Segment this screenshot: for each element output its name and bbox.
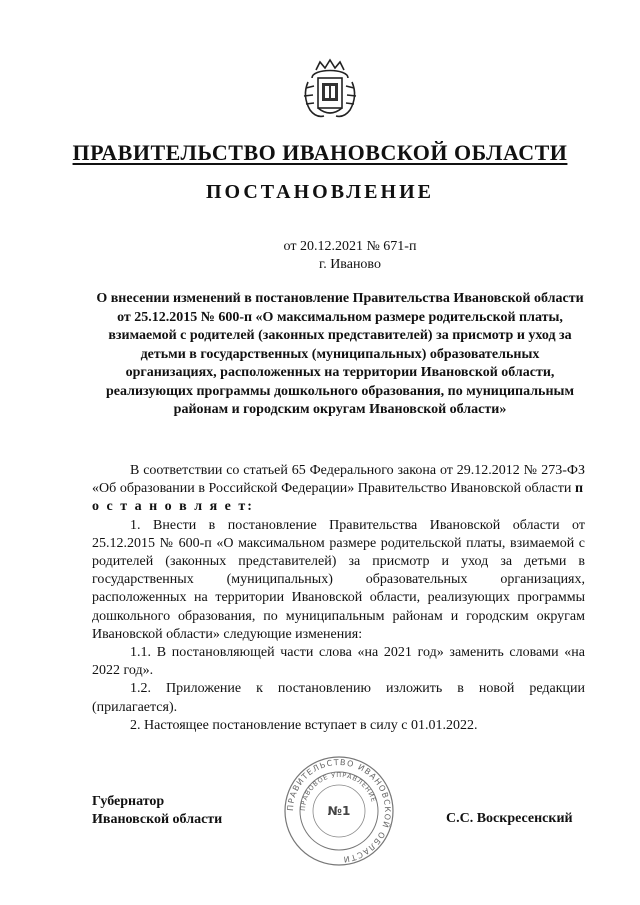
date-number-block bbox=[230, 238, 470, 274]
document-body bbox=[92, 462, 585, 735]
city: г. Иваново bbox=[319, 257, 381, 272]
signatory-title-line1: Губернатор bbox=[92, 794, 165, 809]
official-seal-stamp bbox=[283, 755, 395, 867]
seal-number: №1 bbox=[327, 804, 351, 818]
signatory-name: С.С. Воскресенский bbox=[446, 811, 573, 826]
preamble-text: В соответствии со статьей 65 Федерального закона от 29.12.2012 № 273-ФЗ «Об образовании в Российской Федерации» Правительство Ивановской области bbox=[92, 463, 585, 497]
seal-inner-text: ПРАВОВОЕ УПРАВЛЕНИЕ bbox=[298, 770, 378, 812]
signatory-title-line2: Ивановской области bbox=[92, 812, 223, 827]
item-1-1: 1.1. В постановляющей части слова «на 2021 год» заменить словами «на 2022 год». bbox=[92, 645, 585, 679]
coat-of-arms-icon bbox=[294, 56, 366, 128]
signatory-title bbox=[92, 793, 222, 829]
preamble-paragraph bbox=[92, 462, 585, 517]
document-subject: О внесении изменений в постановление Правительства Ивановской области от 25.12.2015 № 600-п «О максимальном размере родительской платы, взимаемой с родителей (законных представителей) за присмотр и уход за детьми в государственных (муниципальных) образовательных организациях, расположенных на территории Ивановской области, реализующих программы дошкольного образования, по муниципальным районам и городским округам Ивановской области» bbox=[96, 291, 584, 417]
item-1: 1. Внести в постановление Правительства Ивановской области от 25.12.2015 № 600-п «О максимальном размере родительской платы, взимаемой с родителей (законных представителей) за присмотр и уход за детьми в государственных (муниципальных) образовательных организациях, расположенных на территории Ивановской области, реализующих программы дошкольного образования, по муниципальным районам и городским округам Ивановской области» следующие изменения: bbox=[92, 517, 585, 642]
seal-outer-text: ПРАВИТЕЛЬСТВО ИВАНОВСКОЙ ОБЛАСТИ bbox=[285, 757, 393, 864]
item-2: 2. Настоящее постановление вступает в силу с 01.01.2022. bbox=[130, 717, 478, 733]
org-name: ПРАВИТЕЛЬСТВО ИВАНОВСКОЙ ОБЛАСТИ bbox=[72, 140, 568, 165]
item-1-2: 1.2. Приложение к постановлению изложить в новой редакции (прилагается). bbox=[92, 681, 585, 715]
document-type: ПОСТАНОВЛЕНИЕ bbox=[206, 181, 434, 203]
date-number: от 20.12.2021 № 671-п bbox=[283, 239, 417, 254]
decree-word: п о с т а н о в л я е т: bbox=[92, 481, 586, 515]
